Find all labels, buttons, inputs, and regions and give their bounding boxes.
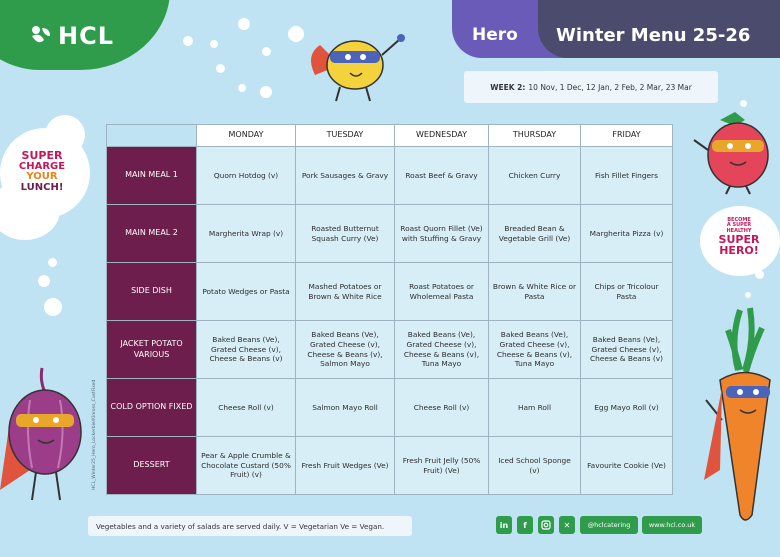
menu-cell: Baked Beans (Ve), Grated Cheese (v), Cheese & Beans (v) [197, 321, 296, 379]
row-label: SIDE DISH [107, 263, 197, 321]
bubble-decoration [183, 36, 193, 46]
x-icon[interactable]: ✕ [559, 516, 575, 534]
table-row [107, 263, 673, 321]
day-header: TUESDAY [296, 125, 395, 147]
menu-cell: Iced School Sponge (v) [489, 437, 581, 495]
bubble-decoration [740, 100, 747, 107]
linkedin-icon[interactable]: in [496, 516, 512, 534]
menu-cell: Mashed Potatoes or Brown & White Rice [296, 263, 395, 321]
table-header-row [107, 125, 673, 147]
super-charge-badge [14, 150, 70, 193]
menu-cell: Roast Potatoes or Wholemeal Pasta [395, 263, 489, 321]
menu-cell: Baked Beans (Ve), Grated Cheese (v), Cheese & Beans (v), Tuna Mayo [489, 321, 581, 379]
menu-cell: Egg Mayo Roll (v) [581, 379, 673, 437]
row-label: DESSERT [107, 437, 197, 495]
day-header: FRIDAY [581, 125, 673, 147]
bubble-decoration [48, 258, 57, 267]
facebook-icon[interactable]: f [517, 516, 533, 534]
menu-table [106, 124, 673, 495]
menu-cell: Salmon Mayo Roll [296, 379, 395, 437]
menu-cell: Margherita Wrap (v) [197, 205, 296, 263]
menu-cell: Chips or Tricolour Pasta [581, 263, 673, 321]
week-dates-box [464, 71, 718, 103]
badge-line: HEALTHY [726, 227, 752, 234]
bubble-decoration [44, 298, 62, 316]
dietary-note: Vegetables and a variety of salads are served daily. V = Vegetarian Ve = Vegan. [88, 516, 412, 536]
table-row [107, 379, 673, 437]
row-label: COLD OPTION FIXED [107, 379, 197, 437]
table-row [107, 321, 673, 379]
week-dates: 10 Nov, 1 Dec, 12 Jan, 2 Feb, 2 Mar, 23 Mar [528, 82, 692, 92]
bubble-decoration [262, 47, 271, 56]
bubble-decoration [238, 84, 246, 92]
row-label: JACKET POTATO VARIOUS [107, 321, 197, 379]
badge-line: YOUR [26, 171, 58, 183]
leaf-icon [30, 24, 52, 46]
strawberry-superhero-icon [690, 110, 780, 195]
super-hero-badge [706, 218, 772, 257]
menu-cell: Roasted Butternut Squash Curry (Ve) [296, 205, 395, 263]
menu-cell: Fish Fillet Fingers [581, 147, 673, 205]
bubble-decoration [210, 40, 218, 48]
instagram-icon[interactable] [538, 516, 554, 534]
bubble-decoration [745, 292, 751, 298]
menu-cell: Favourite Cookie (Ve) [581, 437, 673, 495]
menu-cell: Cheese Roll (v) [395, 379, 489, 437]
menu-cell: Baked Beans (Ve), Grated Cheese (v), Cheese & Beans (v) [581, 321, 673, 379]
menu-cell: Chicken Curry [489, 147, 581, 205]
lemon-superhero-icon [300, 25, 410, 105]
hcl-logo: HCL [58, 22, 114, 50]
menu-cell: Ham Roll [489, 379, 581, 437]
menu-cell: Quorn Hotdog (v) [197, 147, 296, 205]
menu-cell: Pear & Apple Crumble & Chocolate Custard (50% Fruit) (v) [197, 437, 296, 495]
onion-superhero-icon [0, 360, 95, 510]
page-title: Winter Menu 25-26 [556, 25, 751, 46]
bubble-decoration [260, 86, 272, 98]
badge-line: BECOME [727, 217, 751, 223]
menu-cell: Roast Beef & Gravy [395, 147, 489, 205]
menu-cell: Potato Wedges or Pasta [197, 263, 296, 321]
menu-cell: Brown & White Rice or Pasta [489, 263, 581, 321]
menu-cell: Roast Quorn Fillet (Ve) with Stuffing & Gravy [395, 205, 489, 263]
document-code: HCL_Winter25_Hero_Lockerbie/Kinross_CustFixed [92, 379, 97, 490]
badge-line: SUPER [21, 149, 63, 162]
row-label: MAIN MEAL 2 [107, 205, 197, 263]
hero-label: Hero [472, 25, 518, 45]
social-handle-link[interactable]: @hclcatering [580, 516, 638, 534]
badge-line: A SUPER [726, 222, 752, 229]
table-row [107, 147, 673, 205]
menu-cell: Breaded Bean & Vegetable Grill (Ve) [489, 205, 581, 263]
website-link[interactable]: www.hcl.co.uk [642, 516, 702, 534]
day-header: WEDNESDAY [395, 125, 489, 147]
menu-cell: Baked Beans (Ve), Grated Cheese (v), Cheese & Beans (v), Salmon Mayo [296, 321, 395, 379]
badge-line: LUNCH! [20, 181, 64, 193]
day-header: THURSDAY [489, 125, 581, 147]
day-header: MONDAY [197, 125, 296, 147]
week-label: WEEK 2: [490, 82, 526, 92]
table-row [107, 205, 673, 263]
table-corner [107, 125, 197, 147]
table-row [107, 437, 673, 495]
badge-line: HERO! [719, 244, 759, 258]
bubble-decoration [216, 64, 225, 73]
menu-cell: Fresh Fruit Jelly (50% Fruit) (Ve) [395, 437, 489, 495]
menu-cell: Cheese Roll (v) [197, 379, 296, 437]
menu-cell: Baked Beans (Ve), Grated Cheese (v), Cheese & Beans (v), Tuna Mayo [395, 321, 489, 379]
row-label: MAIN MEAL 1 [107, 147, 197, 205]
menu-cell: Fresh Fruit Wedges (Ve) [296, 437, 395, 495]
menu-cell: Pork Sausages & Gravy [296, 147, 395, 205]
badge-line: SUPER [718, 232, 760, 246]
menu-cell: Margherita Pizza (v) [581, 205, 673, 263]
bubble-decoration [38, 275, 50, 287]
badge-line: CHARGE [18, 160, 66, 172]
bubble-decoration [238, 18, 250, 30]
carrot-superhero-icon [700, 300, 780, 530]
